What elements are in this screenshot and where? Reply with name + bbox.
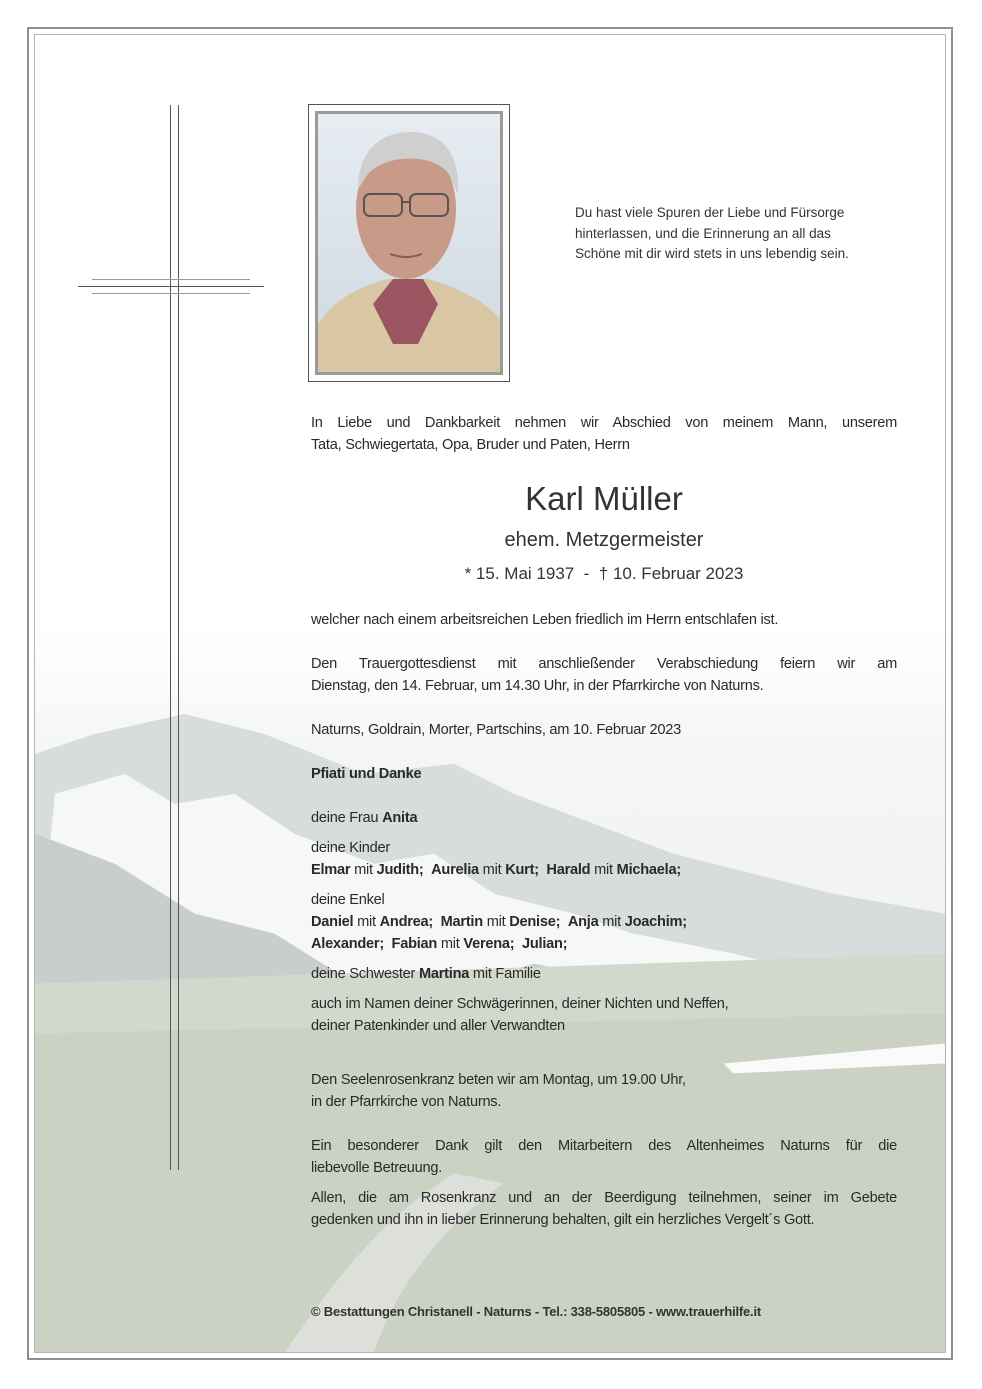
family-line bbox=[311, 859, 897, 881]
family-member-name: Alexander; bbox=[311, 936, 384, 952]
family-member-name: Julian; bbox=[522, 936, 568, 952]
family-text bbox=[560, 914, 568, 930]
thanks-all-line: Allen, die am Rosenkranz und an der Beerdigung teilnehmen, seiner im Gebete bbox=[311, 1190, 897, 1206]
thanks-line: Ein besonderer Dank gilt den Mitarbeitern des Altenheimes Naturns für die bbox=[311, 1138, 897, 1154]
family-line bbox=[311, 963, 897, 985]
family-member-name: Martina bbox=[418, 966, 470, 982]
portrait-frame bbox=[308, 104, 510, 382]
family-text: mit bbox=[478, 862, 506, 878]
family-line bbox=[311, 837, 897, 859]
family-group bbox=[311, 837, 897, 881]
family-member-name: Anja bbox=[567, 914, 599, 930]
family-member-name: Harald bbox=[546, 862, 591, 878]
family-text: mit bbox=[350, 862, 377, 878]
family-text: deine Schwester bbox=[311, 966, 419, 982]
family-text: mit bbox=[437, 936, 464, 952]
life-dates: * 15. Mai 1937 - † 10. Februar 2023 bbox=[464, 564, 744, 583]
family-list bbox=[311, 807, 897, 1045]
family-member-name: Andrea; bbox=[379, 914, 434, 930]
quote-line: Du hast viele Spuren der Liebe und Fürsorge bbox=[575, 205, 845, 220]
family-member-name: Judith; bbox=[376, 862, 424, 878]
memorial-quote bbox=[575, 203, 875, 265]
family-member-name: Verena; bbox=[463, 936, 515, 952]
family-member-name: Denise; bbox=[509, 914, 561, 930]
family-member-name: Joachim; bbox=[624, 914, 687, 930]
family-group bbox=[311, 963, 897, 985]
family-text: auch im Namen deiner Schwägerinnen, deiner Nichten und Neffen, bbox=[311, 996, 729, 1012]
funeral-paragraph bbox=[311, 653, 897, 697]
family-text: mit bbox=[353, 914, 380, 930]
cross-vertical-line bbox=[178, 105, 179, 1170]
family-text: deine Enkel bbox=[311, 892, 385, 908]
rosary-paragraph bbox=[311, 1069, 897, 1113]
cross-horizontal-line bbox=[92, 293, 250, 294]
family-group bbox=[311, 993, 897, 1037]
thanks-all-line: gedenken und ihn in lieber Erinnerung behalten, gilt ein herzliches Vergelt´s Gott. bbox=[311, 1212, 815, 1228]
family-group bbox=[311, 889, 897, 955]
family-member-name: Elmar bbox=[311, 862, 351, 878]
family-text bbox=[384, 936, 392, 952]
cross-horizontal-line bbox=[92, 279, 250, 280]
thanks-paragraph bbox=[311, 1135, 897, 1179]
family-text bbox=[424, 862, 432, 878]
family-line bbox=[311, 889, 897, 911]
family-text: deine Kinder bbox=[311, 840, 390, 856]
family-text: mit Familie bbox=[469, 966, 541, 982]
funeral-line: Dienstag, den 14. Februar, um 14.30 Uhr, in der Pfarrkirche von Naturns. bbox=[311, 678, 764, 694]
family-member-name: Michaela; bbox=[616, 862, 681, 878]
thanks-all-paragraph bbox=[311, 1187, 897, 1231]
family-group bbox=[311, 807, 897, 829]
family-member-name: Aurelia bbox=[431, 862, 479, 878]
quote-line: hinterlassen, und die Erinnerung an all das bbox=[575, 225, 831, 241]
family-text bbox=[433, 914, 441, 930]
place-date: Naturns, Goldrain, Morter, Partschins, am 10. Februar 2023 bbox=[311, 722, 681, 738]
family-member-name: Fabian bbox=[391, 936, 438, 952]
family-line bbox=[311, 911, 897, 933]
deceased-name: Karl Müller bbox=[525, 480, 683, 517]
family-member-name: Daniel bbox=[311, 914, 354, 930]
funeral-line: Den Trauergottesdienst mit anschließender Verabschiedung feiern wir am bbox=[311, 656, 897, 672]
rosary-line: in der Pfarrkirche von Naturns. bbox=[311, 1094, 502, 1110]
family-text: mit bbox=[590, 862, 617, 878]
profession: ehem. Metzgermeister bbox=[504, 529, 704, 551]
family-line bbox=[311, 1015, 897, 1037]
portrait-photo bbox=[315, 111, 503, 375]
family-text: deine Frau bbox=[311, 810, 383, 826]
family-text: deiner Patenkinder und aller Verwandten bbox=[311, 1018, 565, 1034]
family-text: mit bbox=[482, 914, 510, 930]
greeting: Pfiati und Danke bbox=[311, 766, 422, 782]
family-member-name: Anita bbox=[382, 810, 418, 826]
family-line bbox=[311, 993, 897, 1015]
cross-horizontal-line bbox=[78, 286, 264, 287]
quote-line: Schöne mit dir wird stets in uns lebendig sein. bbox=[575, 246, 849, 261]
family-text: mit bbox=[598, 914, 625, 930]
intro-line: In Liebe und Dankbarkeit nehmen wir Abschied von meinem Mann, unserem bbox=[311, 415, 897, 431]
family-member-name: Martin bbox=[440, 914, 483, 930]
intro-paragraph bbox=[311, 412, 897, 456]
cross-vertical-line bbox=[170, 105, 171, 1170]
family-line bbox=[311, 933, 897, 955]
rosary-line: Den Seelenrosenkranz beten wir am Montag, um 19.00 Uhr, bbox=[311, 1072, 686, 1088]
family-line bbox=[311, 807, 897, 829]
footer-credits: © Bestattungen Christanell - Naturns - Tel.: 338-5805805 - www.trauerhilfe.it bbox=[311, 1304, 762, 1319]
intro-line: Tata, Schwiegertata, Opa, Bruder und Paten, Herrn bbox=[311, 437, 630, 453]
family-member-name: Kurt; bbox=[505, 862, 539, 878]
family-text bbox=[514, 936, 522, 952]
thanks-line: liebevolle Betreuung. bbox=[311, 1160, 443, 1176]
passed-line: welcher nach einem arbeitsreichen Leben friedlich im Herrn entschlafen ist. bbox=[311, 612, 779, 628]
